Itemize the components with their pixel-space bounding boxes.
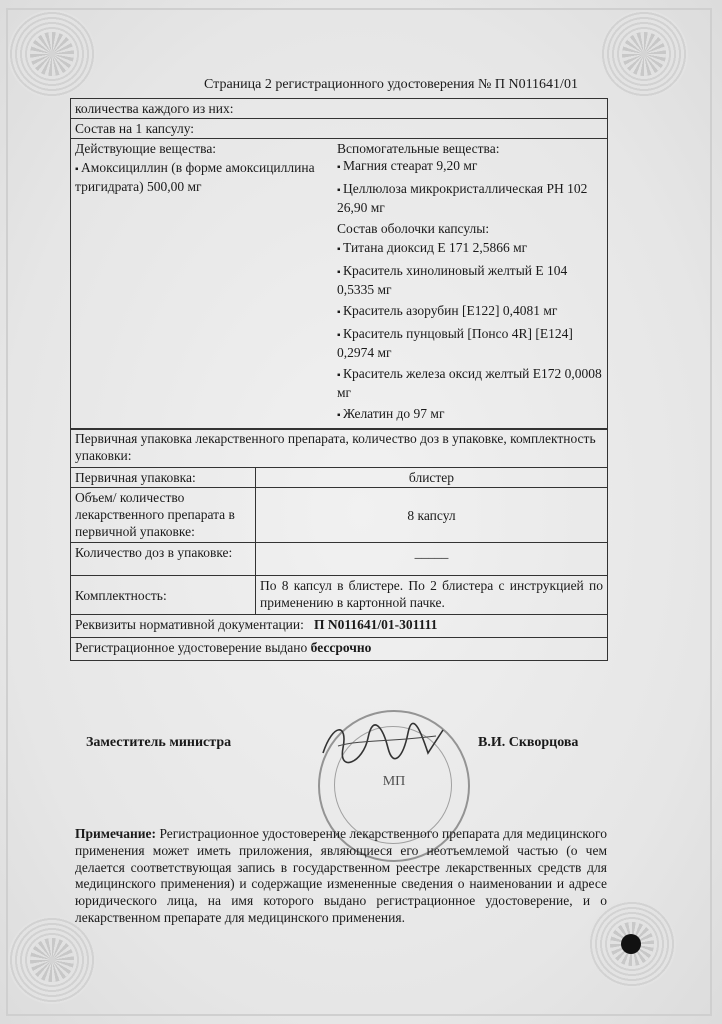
shell-item: ▪ Краситель хинолиновый желтый Е 104 0,5335 мг: [337, 262, 603, 298]
note-text: Регистрационное удостоверение лекарственного препарата для медицинского применения может иметь приложения, являющиеся его неотъемлемой частью (о чем делается соответствующая запись в государственном реестре лекарственных средств для медицинского применения) и содержащие измененные сведения о наименовании и адресе юридического лица, на имя которого выдано регистрационное удостоверение, и о лекарственном препарате для медицинского применения.: [75, 826, 607, 925]
normative-value: П N011641/01-301111: [314, 617, 438, 632]
hologram-dot: [621, 934, 641, 954]
corner-rosette: [600, 10, 688, 98]
excipients-list: [337, 157, 603, 216]
packaging-label: Количество доз в упаковке:: [71, 543, 256, 576]
normative-row: [71, 615, 608, 638]
corner-rosette: [8, 916, 96, 1004]
shell-label: Состав оболочки капсулы:: [337, 221, 490, 236]
packaging-table: [70, 428, 608, 661]
composition-columns: [75, 140, 603, 428]
note-paragraph: [75, 826, 607, 927]
packaging-value: блистер: [256, 468, 608, 488]
page-header: Страница 2 регистрационного удостоверения № П N011641/01: [204, 77, 578, 92]
composition-table: [70, 98, 608, 430]
signatory-name: В.И. Скворцова: [478, 735, 579, 750]
handwritten-signature: [318, 718, 448, 768]
packaging-value: По 8 капсул в блистере. По 2 блистера с инструкцией по применению в картонной пачке.: [256, 576, 608, 615]
continued-row: количества каждого из них:: [71, 99, 608, 119]
packaging-value: 8 капсул: [256, 488, 608, 543]
shell-item: ▪ Титана диоксид Е 171 2,5866 мг: [337, 239, 603, 258]
issued-value: бессрочно: [310, 640, 372, 655]
issued-label: Регистрационное удостоверение выдано: [75, 640, 308, 655]
stamp-label: МП: [382, 774, 406, 789]
shell-list: [337, 239, 603, 424]
issued-row: [71, 638, 608, 661]
active-item: ▪ Амоксициллин (в форме амоксициллина тригидрата) 500,00 мг: [75, 159, 337, 195]
packaging-value: _____: [256, 543, 608, 576]
shell-item: ▪ Краситель железа оксид желтый Е172 0,0008 мг: [337, 365, 603, 401]
excipient-item: ▪ Целлюлоза микрокристаллическая PH 102 26,90 мг: [337, 180, 603, 216]
active-list: [75, 159, 337, 195]
packaging-label: Комплектность:: [71, 576, 256, 615]
shell-item: ▪ Краситель азорубин [E122] 0,4081 мг: [337, 302, 603, 321]
per-capsule-row: Состав на 1 капсулу:: [71, 119, 608, 139]
shell-item: ▪ Краситель пунцовый [Понсо 4R] [E124] 0,2974 мг: [337, 325, 603, 361]
packaging-label: Первичная упаковка:: [71, 468, 256, 488]
active-label: Действующие вещества:: [75, 141, 217, 156]
note-label: Примечание:: [75, 826, 157, 841]
packaging-label: Объем/ количество лекарственного препарата в первичной упаковке:: [71, 488, 256, 543]
excipients-label: Вспомогательные вещества:: [337, 141, 500, 156]
corner-rosette: [8, 10, 96, 98]
normative-label: Реквизиты нормативной документации:: [75, 617, 304, 632]
signatory-position: Заместитель министра: [86, 735, 232, 750]
packaging-title: Первичная упаковка лекарственного препарата, количество доз в упаковке, комплектность упаковки:: [71, 429, 608, 468]
shell-item: ▪ Желатин до 97 мг: [337, 405, 603, 424]
excipient-item: ▪ Магния стеарат 9,20 мг: [337, 157, 603, 176]
